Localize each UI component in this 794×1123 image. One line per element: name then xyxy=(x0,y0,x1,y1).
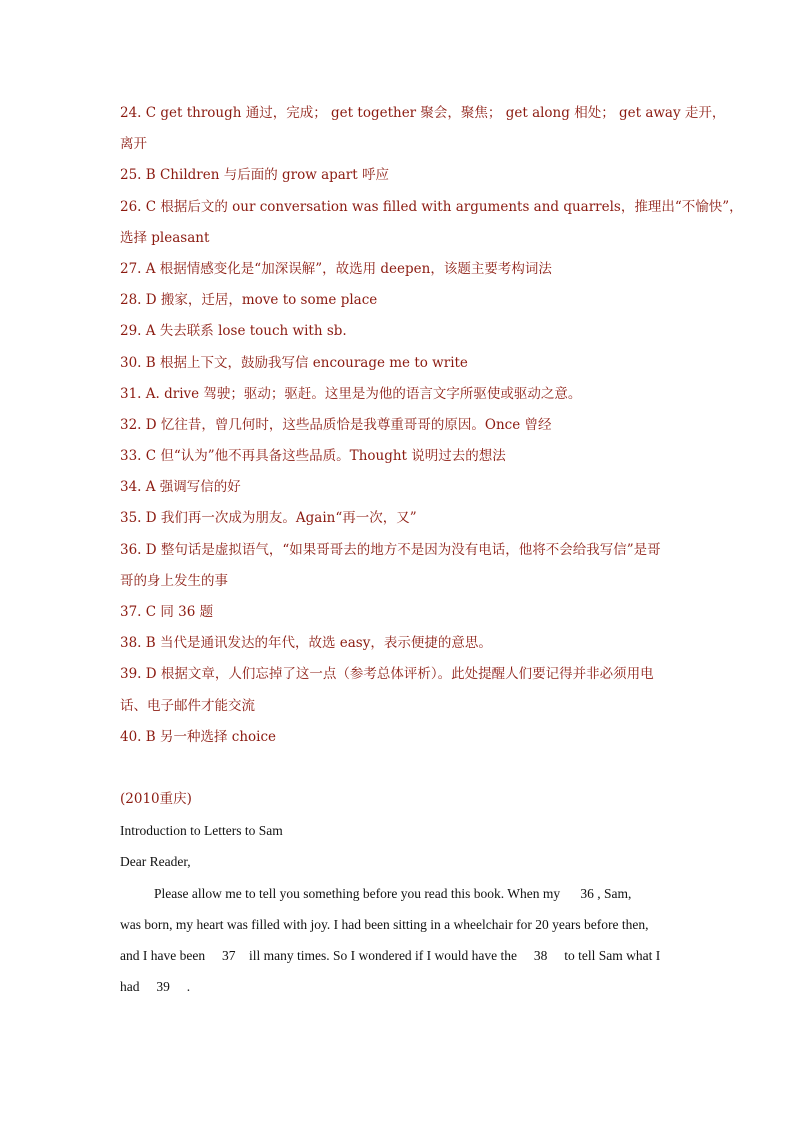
answer-27: 27. A 根据情感变化是“加深误解”，故选用 deepen，该题主要考构词法 xyxy=(120,260,552,277)
answer-25: 25. B Children 与后面的 grow apart 呼应 xyxy=(120,167,389,184)
section-gap xyxy=(120,753,680,784)
answer-35: 35. D 我们再一次成为朋友。Again“再一次，又” xyxy=(120,510,417,527)
answer-36-line-1: 36. D 整句话是虚拟语气，“如果哥哥去的地方不是因为没有电话，他将不会给我写信”是哥 xyxy=(120,541,661,558)
answer-key xyxy=(120,98,743,753)
answer-40: 40. B 另一种选择 choice xyxy=(120,728,277,745)
passage-line-1: Please allow me to tell you something before you read this book. When my 36 , Sam, xyxy=(154,885,632,901)
answer-38: 38. B 当代是通讯发达的年代，故选 easy，表示便捷的意思。 xyxy=(120,635,492,652)
answer-24-line-1: 24. C get through 通过，完成； get together 聚会，聚焦； get along 相处； get away 走开， xyxy=(120,105,726,121)
passage-source: (2010重庆) xyxy=(120,790,192,807)
answer-37: 37. C 同 36 题 xyxy=(120,604,214,620)
answer-26-line-1: 26. C 根据后文的 our conversation was filled with arguments and quarrels，推理出“不愉快”， xyxy=(120,198,743,215)
answer-39-line-2: 话、电子邮件才能交流 xyxy=(120,697,255,714)
answer-28: 28. D 搬家，迁居，move to some place xyxy=(120,292,378,309)
answer-36-line-2: 哥的身上发生的事 xyxy=(120,572,228,589)
answer-26-line-2: 选择 pleasant xyxy=(120,229,210,246)
answer-29: 29. A 失去联系 lose touch with sb. xyxy=(120,323,347,340)
passage-line-2: was born, my heart was filled with joy. I had been sitting in a wheelchair for 20 years before then, xyxy=(120,916,649,932)
answer-39-line-1: 39. D 根据文章，人们忘掉了这一点（参考总体评析）。此处提醒人们要记得并非必须用电 xyxy=(120,666,654,683)
document-content xyxy=(120,98,743,1002)
passage-line-3: and I have been 37 ill many times. So I wondered if I would have the 38 to tell Sam what I xyxy=(120,947,661,963)
answer-32: 32. D 忆往昔，曾几何时，这些品质恰是我尊重哥哥的原因。Once 曾经 xyxy=(120,416,552,433)
answer-30: 30. B 根据上下文，鼓励我写信 encourage me to write xyxy=(120,354,468,371)
passage-line-4: had 39 . xyxy=(120,979,191,995)
passage xyxy=(120,784,680,1002)
passage-greeting: Dear Reader, xyxy=(120,854,191,870)
answer-33: 33. C 但“认为”他不再具备这些品质。Thought 说明过去的想法 xyxy=(120,448,506,465)
passage-title: Introduction to Letters to Sam xyxy=(120,823,283,839)
answer-31: 31. A. drive 驾驶；驱动；驱赶。这里是为他的语言文字所驱使或驱动之意。 xyxy=(120,385,582,402)
answer-24-line-2: 离开 xyxy=(120,136,147,153)
answer-34: 34. A 强调写信的好 xyxy=(120,479,241,496)
